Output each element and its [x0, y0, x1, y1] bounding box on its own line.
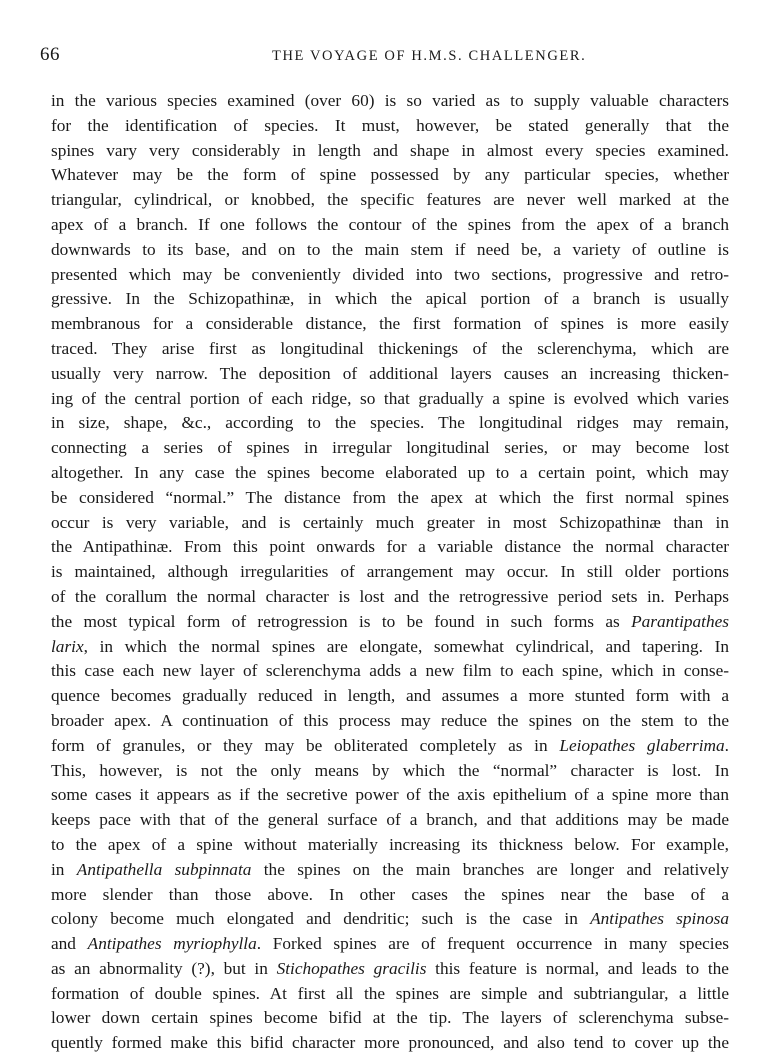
text-line [51, 659, 729, 684]
text-run: Whatever may be the form of spine possessed by any particular species, whether [51, 165, 729, 185]
page-header [40, 44, 746, 70]
text-line [51, 783, 729, 808]
text-run: the most typical form of retrogression is to be found in such forms as [51, 611, 632, 631]
text-line [51, 188, 729, 213]
text-run: occur is very variable, and is certainly much greater in most Schizopathinæ than in [51, 512, 729, 532]
italic-species-name: Parantipathes [631, 611, 729, 631]
text-run: quence becomes gradually reduced in length, and assumes a more stunted form with a [51, 686, 729, 706]
text-run: traced. They arise first as longitudinal thickenings of the sclerenchyma, which are [51, 338, 729, 358]
running-title: THE VOYAGE OF H.M.S. CHALLENGER. [272, 48, 587, 64]
text-line [51, 411, 729, 436]
text-run: lower down certain spines become bifid at the tip. The layers of sclerenchyma subse- [51, 1008, 729, 1028]
text-run: the Antipathinæ. From this point onwards for a variable distance the normal character [51, 537, 729, 557]
text-run: This, however, is not the only means by which the “normal” character is lost. In [51, 760, 729, 780]
italic-species-name: Antipathella subpinnata [76, 859, 252, 879]
text-run: the spines on the main branches are longer and relatively [251, 859, 730, 879]
text-line [51, 883, 729, 908]
text-line [51, 1006, 729, 1031]
text-run: usually very narrow. The deposition of additional layers causes an increasing thicken- [51, 363, 729, 383]
text-run: in [51, 859, 77, 879]
text-line [51, 312, 729, 337]
text-line [51, 1031, 729, 1056]
text-line [51, 957, 729, 982]
text-run: as an abnormality (?), but in [51, 958, 277, 978]
text-run: is maintained, although irregularities of arrangement may occur. In still older portions [51, 562, 729, 582]
italic-species-name: larix [51, 636, 84, 656]
body-paragraph [51, 89, 729, 1056]
italic-species-name: Leiopathes glaberrima [559, 735, 725, 755]
text-run: colony become much elongated and dendritic; such is the case in [51, 909, 591, 929]
text-run: of the corallum the normal character is lost and the retrogressive period sets in. Perhaps [51, 586, 729, 606]
text-line [51, 635, 729, 660]
text-run: quently formed make this bifid character more pronounced, and also tend to cover up the [51, 1033, 729, 1053]
text-line [51, 139, 729, 164]
text-run: formation of double spines. At first all the spines are simple and subtriangular, a little [51, 983, 729, 1003]
text-line [51, 907, 729, 932]
text-line [51, 560, 729, 585]
text-run: spines vary very considerably in length and shape in almost every species examined. [51, 140, 729, 160]
italic-species-name: Antipathes myriophylla [87, 934, 257, 954]
text-line [51, 808, 729, 833]
text-line [51, 610, 729, 635]
text-run: triangular, cylindrical, or knobbed, the specific features are never well marked at the [51, 190, 729, 210]
text-line [51, 461, 729, 486]
text-run: in the various species examined (over 60) is so varied as to supply valuable characters [51, 91, 729, 110]
text-run: be considered “normal.” The distance from the apex at which the first normal spines [51, 487, 729, 507]
text-line [51, 932, 729, 957]
text-run: apex of a branch. If one follows the contour of the spines from the apex of a branch [51, 214, 729, 234]
text-run: form of granules, or they may be obliterated completely as in [51, 735, 560, 755]
text-run: presented which may be conveniently divided into two sections, progressive and retro- [51, 264, 729, 284]
text-line [51, 734, 729, 759]
text-line [51, 436, 729, 461]
text-line [51, 287, 729, 312]
text-line [51, 709, 729, 734]
text-run: , in which the normal spines are elongate, somewhat cylindrical, and tapering. In [83, 636, 729, 656]
text-line [51, 387, 729, 412]
text-line [51, 263, 729, 288]
text-run: . [724, 735, 729, 755]
text-run: membranous for a considerable distance, the first formation of spines is more easily [51, 314, 729, 334]
text-line [51, 982, 729, 1007]
text-line [51, 833, 729, 858]
page-number: 66 [40, 44, 60, 65]
text-run: to the apex of a spine without materially increasing its thickness below. For example, [51, 834, 729, 854]
text-run: altogether. In any case the spines become elaborated up to a certain point, which may [51, 462, 729, 482]
text-run: keeps pace with that of the general surface of a branch, and that additions may be made [51, 810, 729, 830]
text-run: for the identification of species. It must, however, be stated generally that the [51, 115, 729, 135]
text-line [51, 337, 729, 362]
text-line [51, 163, 729, 188]
text-line [51, 486, 729, 511]
text-run: downwards to its base, and on to the main stem if need be, a variety of outline is [51, 239, 729, 259]
text-line [51, 511, 729, 536]
text-run: this feature is normal, and leads to the [426, 958, 729, 978]
text-line [51, 585, 729, 610]
text-line [51, 684, 729, 709]
text-line [51, 759, 729, 784]
italic-species-name: Antipathes spinosa [590, 909, 729, 929]
text-run: and [51, 934, 88, 954]
text-line [51, 213, 729, 238]
text-run: some cases it appears as if the secretive power of the axis epithelium of a spine more than [51, 785, 729, 805]
text-line [51, 362, 729, 387]
text-run: . Forked spines are of frequent occurrence in many species [256, 934, 729, 954]
text-run: ing of the central portion of each ridge, so that gradually a spine is evolved which varies [51, 388, 729, 408]
italic-species-name: Stichopathes gracilis [276, 958, 427, 978]
text-run: connecting a series of spines in irregular longitudinal series, or may become lost [51, 438, 729, 458]
text-run: in size, shape, &c., according to the species. The longitudinal ridges may remain, [51, 413, 729, 433]
text-line [51, 535, 729, 560]
text-line [51, 89, 729, 114]
text-line [51, 238, 729, 263]
text-run: this case each new layer of sclerenchyma adds a new film to each spine, which in conse- [51, 661, 729, 681]
text-line [51, 114, 729, 139]
text-run: broader apex. A continuation of this process may reduce the spines on the stem to the [51, 710, 729, 730]
text-run: more slender than those above. In other cases the spines near the base of a [51, 884, 729, 904]
text-run: gressive. In the Schizopathinæ, in which the apical portion of a branch is usually [51, 289, 729, 309]
text-line [51, 858, 729, 883]
